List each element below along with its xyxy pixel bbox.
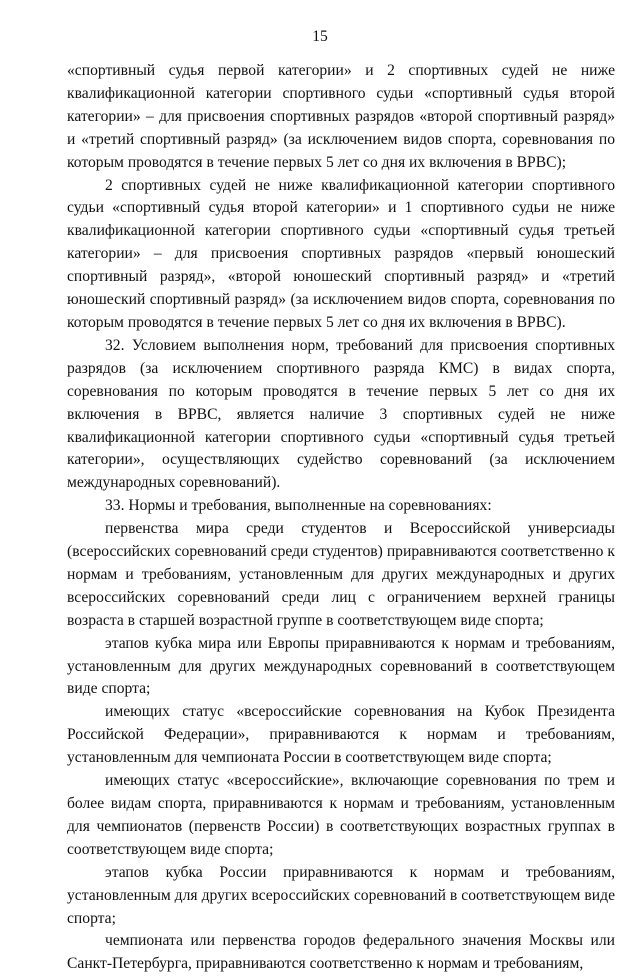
paragraph-item-32: 32. Условием выполнения норм, требований для присвоения спортивных разрядов (за исключением спортивного разряда КМС) в видах спорта, соревнования по которым проводятся в течение первых 5 лет со дня их включения в ВРВС, является наличие 3 спортивных судей не ниже квалификационной категории спортивного судьи «спортивный судья третьей категории», осуществляющих судейство соревнований (за исключением международных соревнований). (67, 336, 615, 492)
paragraph-moscow-spb-championships: чемпионата или первенства городов федерального значения Москвы или Санкт-Петербурга, приравниваются соответственно к нормам и требованиям, (67, 932, 615, 973)
body-text (67, 60, 615, 976)
paragraph-student-championships: первенства мира среди студентов и Всероссийской универсиады (всероссийских соревнований среди студентов) приравниваются соответственно к нормам и требованиям, установленным для других международных и других всероссийских соревнований среди лиц с ограничением верхней границы возраста в старшей возрастной группе в соответствующем виде спорта; (67, 520, 615, 629)
paragraph-world-europe-cup-stages: этапов кубка мира или Европы приравниваются к нормам и требованиям, установленным для других международных соревнований в соответствующем виде спорта; (67, 634, 615, 698)
paragraph-second-category-judges: 2 спортивных судей не ниже квалификационной категории спортивного судьи «спортивный судья второй категории» и 1 спортивного судьи не ниже квалификационной категории спортивного судьи «спортивный судья третьей категории» – для присвоения спортивных разрядов «первый юношеский спортивный разряд», «второй юношеский спортивный разряд» и «третий юношеский спортивный разряд» (за исключением видов спорта, соревнования по которым проводятся в течение первых 5 лет со дня их включения в ВРВС). (67, 176, 615, 331)
paragraph-multisport-all-russian: имеющих статус «всероссийские», включающие соревнования по трем и более видам спорта, приравниваются к нормам и требованиям, установленным для чемпионатов (первенств России) в соответствующих возрастных группах в соответствующем виде спорта; (67, 772, 615, 858)
paragraph-russia-cup-stages: этапов кубка России приравниваются к нормам и требованиям, установленным для других всероссийских соревнований в соответствующем виде спорта; (67, 863, 615, 927)
paragraph-continuation-first-category-judge: «спортивный судья первой категории» и 2 спортивных судей не ниже квалификационной категории спортивного судьи «спортивный судья второй категории» – для присвоения спортивных разрядов «второй спортивный разряд» и «третий спортивный разряд» (за исключением видов спорта, соревнования по которым проводятся в течение первых 5 лет со дня их включения в ВРВС); (67, 62, 615, 171)
page-number: 15 (312, 28, 328, 45)
paragraph-president-cup: имеющих статус «всероссийские соревнования на Кубок Президента Российской Федерации», приравниваются к нормам и требованиям, установленным для чемпионата России в соответствующем виде спорта; (67, 703, 615, 767)
paragraph-item-33-heading: 33. Нормы и требования, выполненные на соревнованиях: (105, 497, 492, 515)
